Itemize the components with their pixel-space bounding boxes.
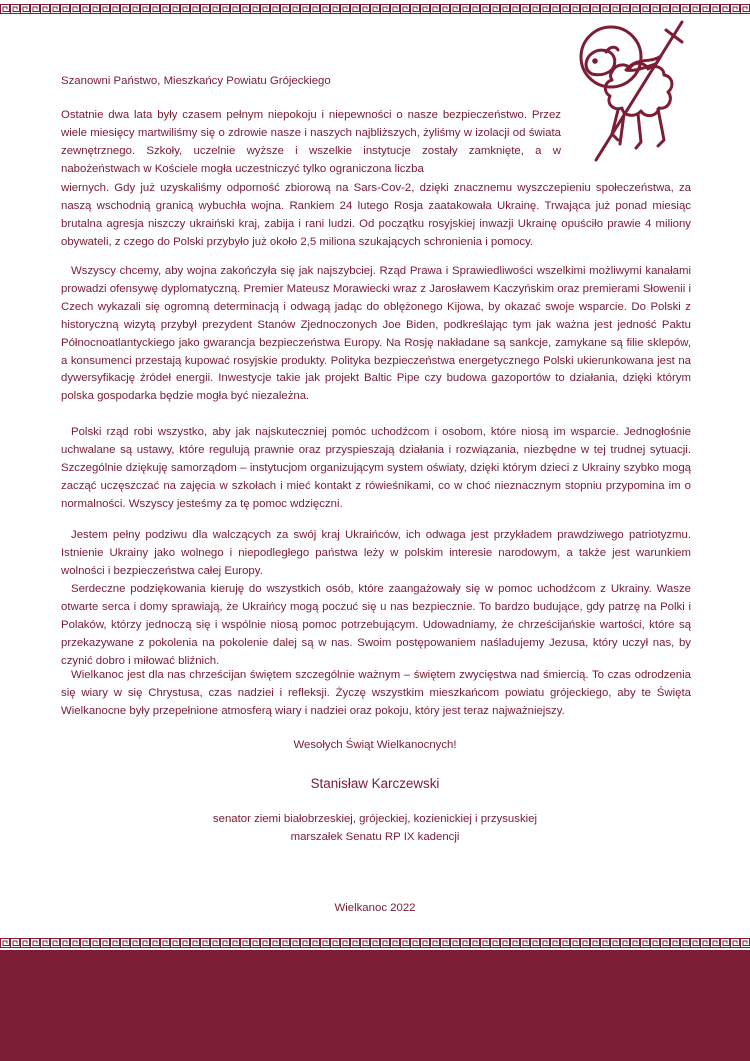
top-greek-key-border (0, 4, 750, 14)
easter-wishes: Wesołych Świąt Wielkanocnych! (293, 739, 457, 751)
paragraph-5: Serdeczne podziękowania kieruję do wszystkich osób, które zaangażowały się w pomoc uchodźcom z Ukrainy. Wasze otwarte serca i domy sprawiają, że Ukraińcy mogą poczuć się u nas bezpiecznie. To bardzo budujące, gdy patrzę na Polki i Polaków, którzy jednoczą się i wspólnie niosą pomoc potrzebującym. Udowadniamy, że chrześcijańskie wartości, które są przekazywane z pokolenia na pokolenie dalej są w nas. Swoim postępowaniem naśladujemy Jezusa, który uczył nas, by czynić dobro i miłować bliźnich. (61, 583, 691, 667)
salutation: Szanowni Państwo, Mieszkańcy Powiatu Grójeckiego (61, 75, 331, 87)
signature-title-line-1: senator ziemi białobrzeskiej, grójeckiej, kozienickiej i przysuskiej (212, 813, 538, 825)
letter-date: Wielkanoc 2022 (334, 902, 416, 914)
bottom-greek-key-border (0, 938, 750, 948)
signature-name: Stanisław Karczewski (310, 776, 440, 791)
paragraph-2: Wszyscy chcemy, aby wojna zakończyła się jak najszybciej. Rząd Prawa i Sprawiedliwości wszelkimi możliwymi kanałami prowadzi ofensywę dyplomatyczną. Premier Mateusz Morawiecki wraz z Jarosławem Kaczyńskim oraz premierami Słowenii i Czech wykazali się ogromną determinacją i odwagą jadąc do oblężonego Kijowa, by okazać swoje wsparcie. Do Polski z historyczną wizytą przybył prezydent Stanów Zjednoczonych Joe Biden, podkreślając tym jak ważna jest jedność Paktu Północnoatlantyckiego jako gwarancja bezpieczeństwa Europy. Na Rosję nakładane są sankcje, zamykane są filie sklepów, a konsumenci przestają kupować rosyjskie produkty. Polityka bezpieczeństwa energetycznego Polski ukierunkowana jest na dywersyfikację źródeł energii. Inwestycje takie jak projekt Baltic Pipe czy budowa gazoportów to działania, dzięki którym polska gospodarka będzie mogła być niezależna. (61, 265, 691, 403)
paragraph-6: Wielkanoc jest dla nas chrześcijan świętem szczególnie ważnym – świętem zwycięstwa nad śmiercią. To czas odrodzenia się wiary w się Chrystusa, czas nadziei i refleksji. Życzę wszystkim mieszkańcom powiatu grójeckiego, aby te Święta Wielkanocne były przepełnione atmosferą wiary i nadziei oraz pokoju, który jest teraz najważniejszy. (61, 669, 691, 717)
paragraph-4: Jestem pełny podziwu dla walczących za swój kraj Ukraińców, ich odwaga jest przykładem prawdziwego patriotyzmu. Istnienie Ukrainy jako wolnego i niepodległego państwa leży w polskim interesie narodowym, a także jest warunkiem wolności i bezpieczeństwa całej Europy. (61, 529, 691, 577)
paragraph-3: Polski rząd robi wszystko, aby jak najskuteczniej pomóc uchodźcom i osobom, które niosą im wsparcie. Jednogłośnie uchwalane są ustawy, które regulują prawnie oraz przyspieszają działania i rozwiązania, niezbędne w tej trudnej sytuacji. Szczególnie dziękuję samorządom – instytucjom organizującym system oświaty, dzięki którym dzieci z Ukrainy szybko mogą zacząć uczęszczać na zajęcia w szkołach i mieć kontakt z rówieśnikami, co w choć nieznacznym stopniu przypomina im o normalności. Wszyscy jesteśmy za tę pomoc wdzięczni. (61, 426, 691, 510)
footer-band (0, 950, 750, 1061)
paragraph-1: Ostatnie dwa lata były czasem pełnym niepokoju i niepewności o nasze bezpieczeństwo. Przez wiele miesięcy martwiliśmy się o zdrowie nasze i naszych najbliższych, żyliśmy w izolacji od świata zewnętrznego. Szkoły, uczelnie wyższe i wszelkie instytucje zostały zamknięte, a w nabożeństwach w Kościele mogła uczestniczyć tylko ograniczona liczba (61, 109, 561, 175)
paragraph-1-continued: wiernych. Gdy już uzyskaliśmy odporność zbiorową na Sars-Cov-2, dzięki znacznemu wyszczepieniu społeczeństwa, za naszą wschodnią granicą wybuchła wojna. Rankiem 24 lutego Rosja zaatakowała Ukrainę. Trwająca już ponad miesiąc brutalna agresja niszczy ukraiński kraj, zabija i rani ludzi. Od początku rosyjskiej inwazji Ukrainę opuściło prawie 4 miliony obywateli, z czego do Polski przybyło już około 2,5 miliona szukających schronienia i pomocy. (61, 182, 691, 248)
signature-title-line-2: marszałek Senatu RP IX kadencji (290, 831, 460, 843)
